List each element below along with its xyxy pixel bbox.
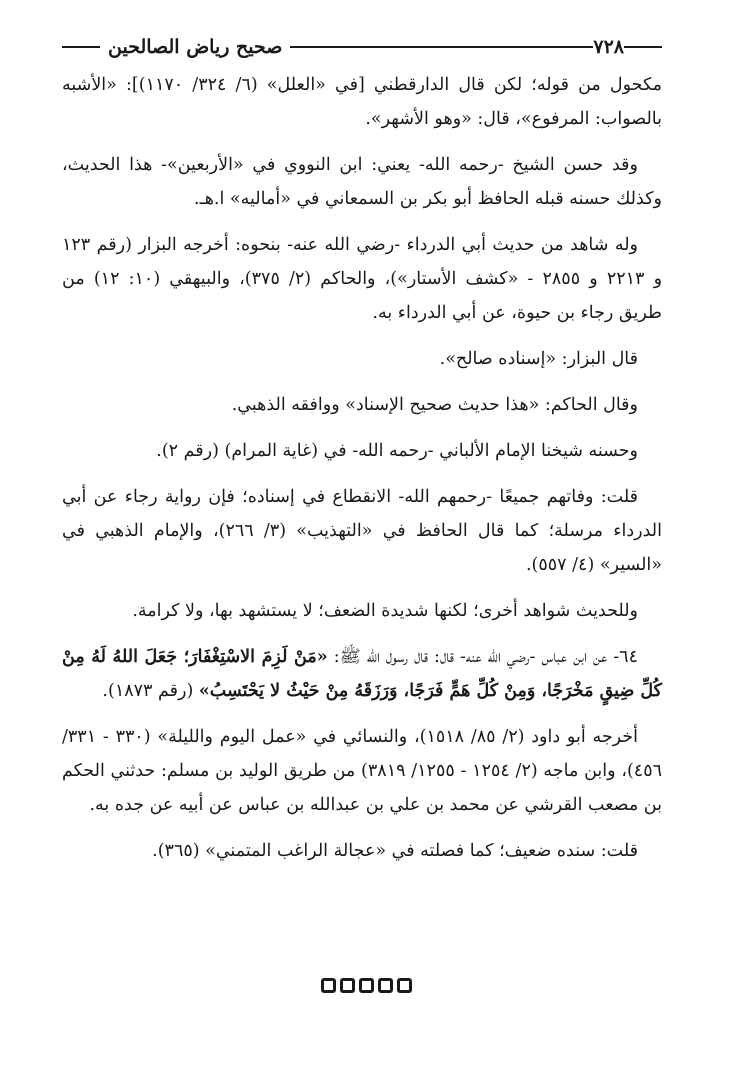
page-header xyxy=(62,36,662,58)
hadith-paragraph xyxy=(62,640,662,708)
end-mark-box xyxy=(378,978,393,993)
end-mark-box xyxy=(397,978,412,993)
page-title: صحيح رياض الصالحين xyxy=(108,36,283,58)
paragraph-2: وقد حسن الشيخ -رحمه الله- يعني: ابن النووي في «الأربعين»- هذا الحديث، وكذلك حسنه قبله الحافظ أبو بكر بن السمعاني في «أماليه» ا.هـ. xyxy=(62,155,662,209)
paragraph-6: وحسنه شيخنا الإمام الألباني -رحمه الله- في (غاية المرام) (رقم ٢). xyxy=(156,441,638,461)
paragraph-4: قال البزار: «إسناده صالح». xyxy=(439,349,638,369)
end-of-section-marks xyxy=(0,978,733,993)
paragraph-3: وله شاهد من حديث أبي الدرداء -رضي الله عنه- بنحوه: أخرجه البزار (رقم ١٢٣ و ٢٢١٣ و ٢٨٥٥ - «كشف الأستار»)، والحاكم (٢/ ٣٧٥)، والبيهقي (١٠: ١٢) من طريق رجاء بن حيوة، عن أبي الدرداء به. xyxy=(62,235,663,323)
closing-paragraph-2: قلت: سنده ضعيف؛ كما فصلته في «عجالة الراغب المتمني» (٣٦٥). xyxy=(152,841,638,861)
closing-paragraph-1: أخرجه أبو داود (٢/ ٨٥/ ١٥١٨)، والنسائي في «عمل اليوم والليلة» (٣٣٠ - ٣٣١/ ٤٥٦)، وابن ماجه (٢/ ١٢٥٤ - ١٢٥٥/ ٣٨١٩) من طريق الوليد بن مسلم: حدثني الحكم بن مصعب القرشي عن محمد بن علي بن عبدالله بن عباس عن أبيه عن جده به. xyxy=(62,727,662,815)
paragraph-1: مكحول من قوله؛ لكن قال الدارقطني [في «العلل» (٦/ ٣٢٤/ ١١٧٠)]: «الأشبه بالصواب: المرفوع»، قال: «وهو الأشهر». xyxy=(62,75,663,129)
page-number: ٧٢٨ xyxy=(593,36,624,58)
hadith-reference: (رقم ١٨٧٣). xyxy=(102,681,194,701)
paragraph-7: قلت: وفاتهم جميعًا -رحمهم الله- الانقطاع في إسناده؛ فإن رواية رجاء عن أبي الدرداء مرسلة؛ كما قال الحافظ في «التهذيب» (٣/ ٢٦٦)، والإمام الذهبي في «السير» (٤/ ٥٥٧). xyxy=(62,487,662,575)
hadith-text: «مَنْ لَزِمَ الاسْتِغْفَارَ؛ جَعَلَ اللهُ لَهُ مِنْ كُلِّ ضِيقٍ مَخْرَجًا، وَمِنْ كُلِّ هَمٍّ فَرَجًا، وَرَزَقَهُ مِنْ حَيْثُ لا يَحْتَسِبُ» xyxy=(62,647,662,701)
hadith-intro: ٦٤- عن ابن عباس -رضي الله عنه- قال: قال رسول الله ﷺ: xyxy=(333,647,638,667)
end-mark-box xyxy=(340,978,355,993)
header-rule-middle xyxy=(290,46,593,48)
page-body xyxy=(62,68,662,880)
header-rule-right xyxy=(624,46,662,48)
end-mark-box xyxy=(359,978,374,993)
paragraph-8: وللحديث شواهد أخرى؛ لكنها شديدة الضعف؛ لا يستشهد بها، ولا كرامة. xyxy=(132,601,638,621)
header-rule-left xyxy=(62,46,100,48)
paragraph-5: وقال الحاكم: «هذا حديث صحيح الإسناد» ووافقه الذهبي. xyxy=(231,395,638,415)
end-mark-box xyxy=(321,978,336,993)
